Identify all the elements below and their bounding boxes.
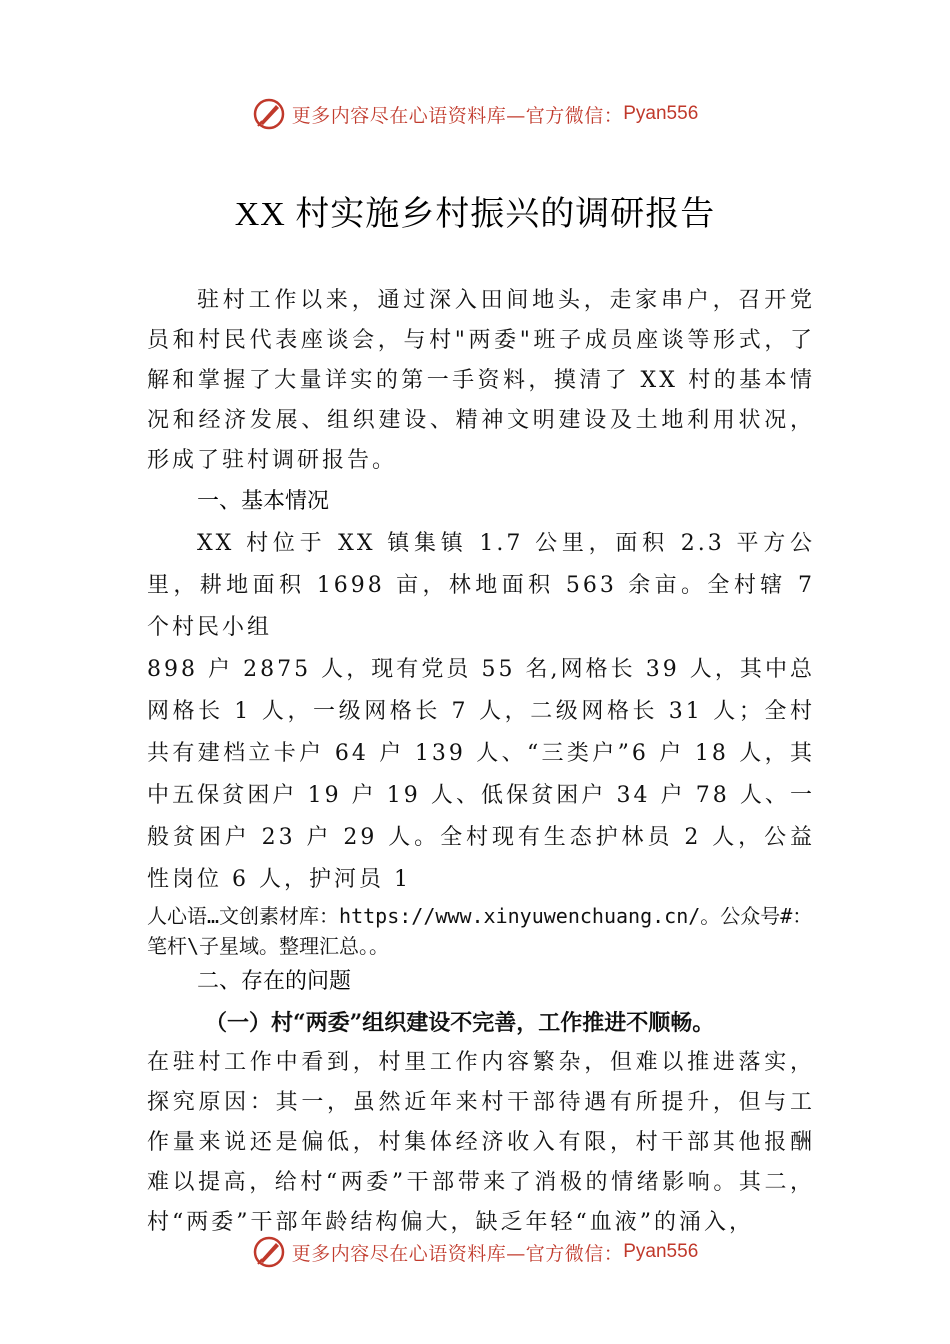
intro-paragraph: 驻村工作以来，通过深入田间地头，走家串户，召开党员和村民代表座谈会，与村"两委"班子成员座谈等形式，了解和掌握了大量详实的第一手资料，摸清了 XX 村的基本情况和经济发展、组织建设、精神文明建设及土地利用状况， 形成了驻村调研报告。 [147,288,815,473]
section-heading-problems: 二、存在的问题 [197,969,352,994]
banner-text: 更多内容尽在心语资料库—官方微信： [291,1242,624,1265]
section-heading-basic: 一、基本情况 [197,489,330,514]
problem-paragraph-1: 在驻村工作中看到，村里工作内容繁杂，但难以推进落实， 探究原因：其一，虽然近年来村干部待遇有所提升，但与工作量来说还是偏低，村集体经济收入有限，村干部其他报酬难以提高，给村“两委”干部带来了消极的情绪影响。其二， 村“两委”干部年龄结构偏大，缺乏年轻“血液”的涌入， [147,1050,815,1235]
basic-info-paragraph-2: 898 户 2875 人，现有党员 55 名,网格长 39 人，其中总网格长 1 人，一级网格长 7 人，二级网格长 31 人；全村共有建档立卡户 64 户 139 人、“三类户”6 户 18 人，其中五保贫困户 19 户 19 人、低保贫困户 34 户 78 人、一般贫困户 23 户 29 人。全村现有生态护林员 2 人，公益性岗位 6 人，护河员 1 [147,657,815,892]
quill-pen-logo-icon [252,97,286,131]
source-line: 人心语…文创素材库：https://www.xinyuwenchuang.cn/。公众号#：笔杆\子星域。整理汇总。。 [147,904,813,958]
subsection-heading-1: （一）村“两委”组织建设不完善，工作推进不顺畅。 [205,1010,715,1036]
document-body [147,281,815,1243]
document-title: XX 村实施乡村振兴的调研报告 [234,196,716,233]
basic-info-paragraph-1: XX 村位于 XX 镇集镇 1.7 公里，面积 2.3 平方公里，耕地面积 1698 亩，林地面积 563 余亩。全村辖 7 个村民小组 [147,531,815,640]
quill-pen-logo-icon [252,1235,286,1269]
banner-wechat-id: Pyan556 [623,103,699,124]
footer-watermark-banner [0,1232,950,1272]
banner-text: 更多内容尽在心语资料库—官方微信： [291,104,624,127]
banner-wechat-id: Pyan556 [623,1241,699,1262]
header-watermark-banner [0,94,950,134]
